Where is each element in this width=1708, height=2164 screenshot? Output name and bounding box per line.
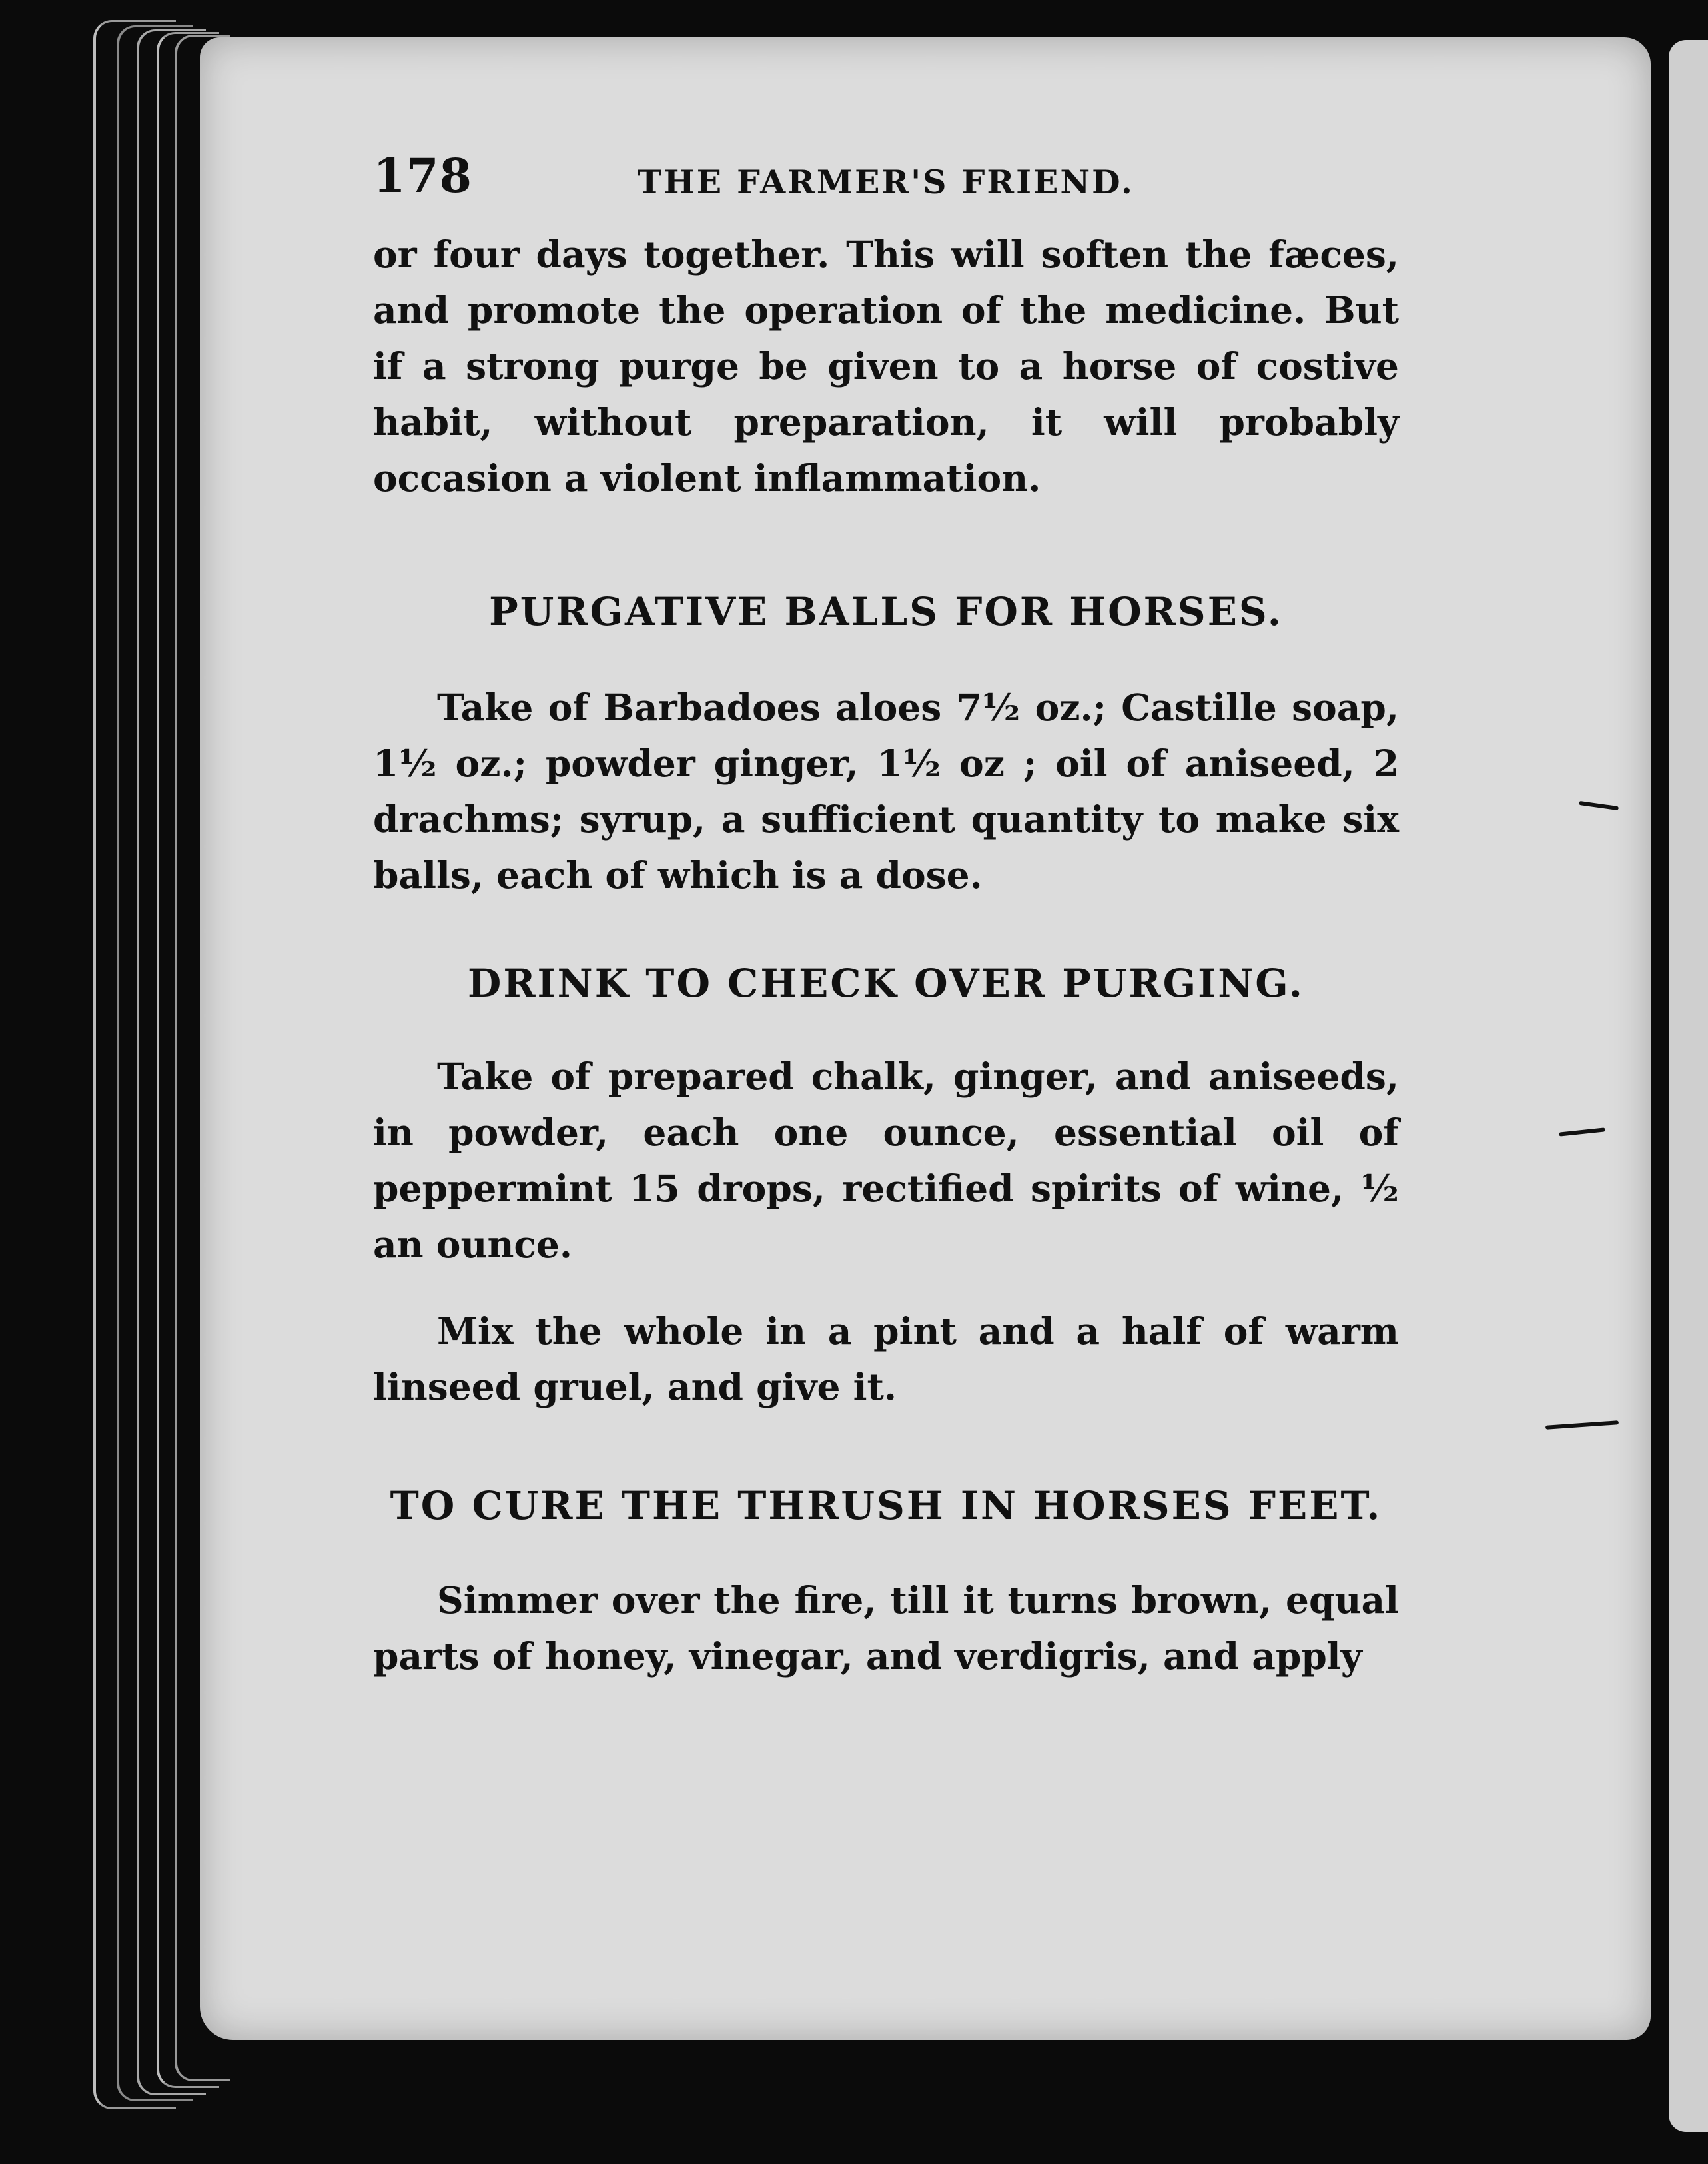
binding-mark: [1545, 1420, 1619, 1430]
running-title: THE FARMER'S FRIEND.: [638, 163, 1134, 201]
heading-thrush: TO CURE THE THRUSH IN HORSES FEET.: [390, 1483, 1382, 1528]
page-number: 178: [373, 148, 473, 203]
facing-page-edge: [1669, 40, 1708, 2132]
page-content: [373, 148, 1399, 1907]
purgative-balls-paragraph: Take of Barbadoes aloes 7½ oz.; Castille soap, 1½ oz.; powder ginger, 1½ oz ; oil of aniseed, 2 drachms; syrup, a sufficient quantity to make six balls, each of which is a dose.: [373, 686, 1399, 897]
drink-paragraph-2: Mix the whole in a pint and a half of warm linseed gruel, and give it.: [373, 1309, 1399, 1408]
binding-mark: [1559, 1127, 1605, 1136]
heading-drink-over-purging: DRINK TO CHECK OVER PURGING.: [468, 961, 1304, 1006]
running-head: [373, 148, 1399, 215]
heading-purgative-balls: PURGATIVE BALLS FOR HORSES.: [489, 589, 1283, 634]
thrush-paragraph: Simmer over the fire, till it turns brown, equal parts of honey, vinegar, and verdigris, and apply: [373, 1578, 1399, 1678]
drink-paragraph-1: Take of prepared chalk, ginger, and aniseeds, in powder, each one ounce, essential oil of peppermint 15 drops, rectified spirits of wine, ½ an ounce.: [373, 1055, 1399, 1266]
binding-mark: [1579, 801, 1619, 810]
intro-paragraph: or four days together. This will soften the fæces, and promote the operation of the medicine. But if a strong purge be given to a horse of costive habit, without preparation, it will probably occasion a violent inflammation.: [373, 233, 1399, 500]
